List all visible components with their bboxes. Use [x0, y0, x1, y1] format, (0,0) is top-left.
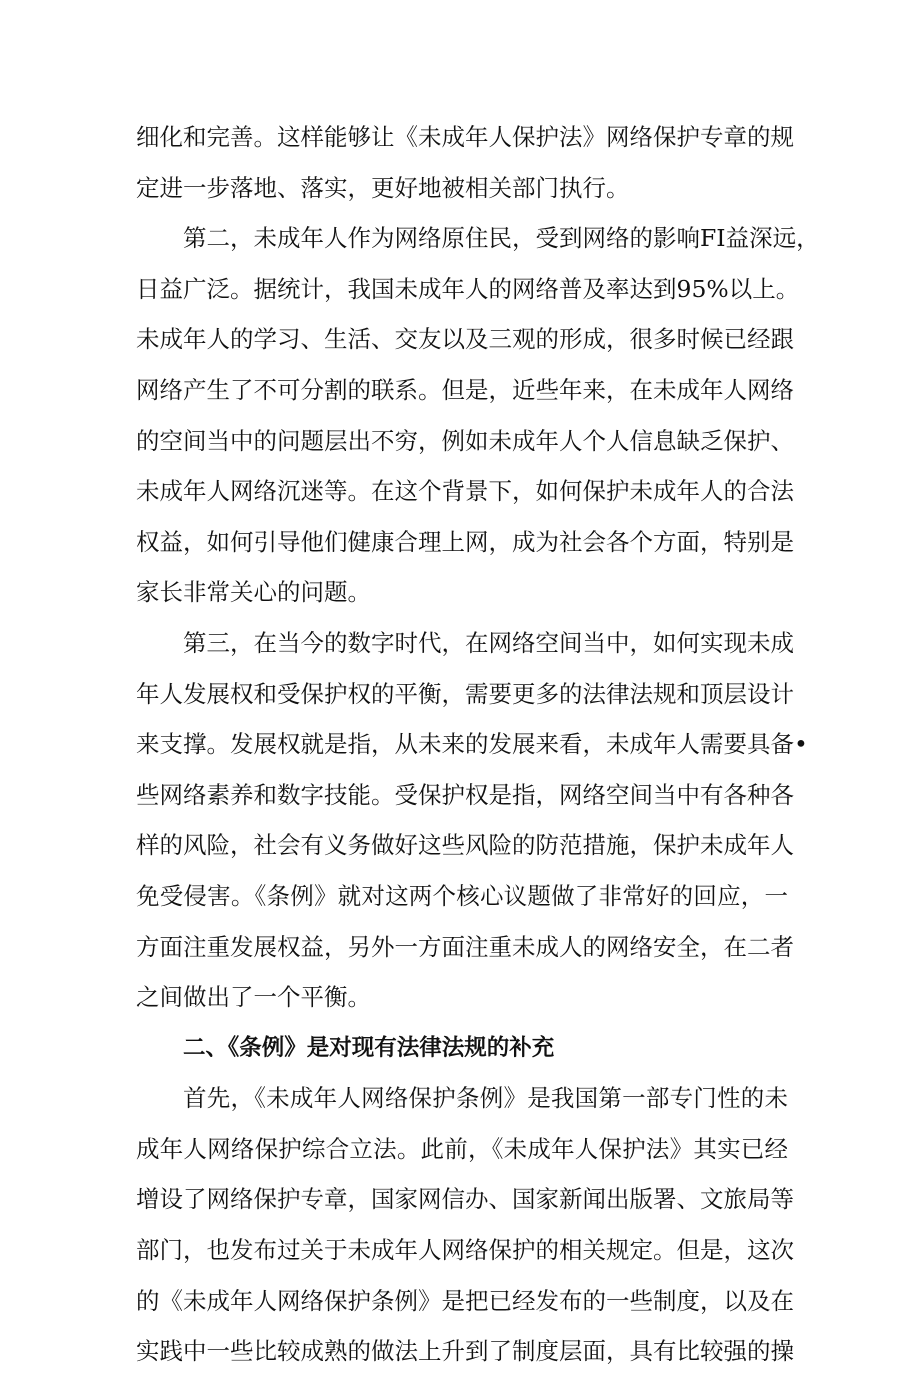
paragraph-line: 实践中一些比较成熟的做法上升到了制度层面，具有比较强的操	[136, 1337, 794, 1366]
paragraph-line: 之间做出了一个平衡。	[136, 983, 371, 1012]
document-body	[136, 112, 820, 1377]
paragraph-line: 的《未成年人网络保护条例》是把已经发布的一些制度，以及在	[136, 1286, 794, 1315]
paragraph-line: 方面注重发展权益，另外一方面注重未成人的网络安全，在二者	[136, 932, 794, 961]
paragraph-line: 增设了网络保护专章，国家网信办、国家新闻出版署、文旅局等	[136, 1185, 794, 1214]
paragraph-line: 未成年人的学习、生活、交友以及三观的形成，很多时候已经跟	[136, 325, 794, 354]
paragraph-line: 免受侵害。《条例》就对这两个核心议题做了非常好的回应，一	[136, 881, 788, 910]
paragraph-line: 第二，未成年人作为网络原住民，受到网络的影响FI益深远，	[183, 224, 820, 253]
paragraph-line: 来支撑。发展权就是指，从未来的发展来看，未成年人需要具备•	[136, 730, 808, 759]
paragraph-line: 第三，在当今的数字时代，在网络空间当中，如何实现未成	[183, 628, 794, 657]
paragraph-line: 未成年人网络沉迷等。在这个背景下，如何保护未成年人的合法	[136, 477, 794, 506]
paragraph-line: 网络产生了不可分割的联系。但是，近些年来，在未成年人网络	[136, 375, 794, 404]
paragraph-line: 些网络素养和数字技能。受保护权是指，网络空间当中有各种各	[136, 780, 794, 809]
paragraph-line: 年人发展权和受保护权的平衡，需要更多的法律法规和顶层设计	[136, 679, 794, 708]
paragraph-line: 成年人网络保护综合立法。此前，《未成年人保护法》其实已经	[136, 1134, 788, 1163]
paragraph-line: 家长非常关心的问题。	[136, 578, 371, 607]
paragraph-line: 部门，也发布过关于未成年人网络保护的相关规定。但是，这次	[136, 1236, 794, 1265]
paragraph-line: 日益广泛。据统计，我国未成年人的网络普及率达到95%以上。	[136, 274, 800, 303]
paragraph-line: 定进一步落地、落实，更好地被相关部门执行。	[136, 173, 630, 202]
paragraph-line: 权益，如何引导他们健康合理上网，成为社会各个方面，特别是	[136, 527, 794, 556]
paragraph-line: 首先，《未成年人网络保护条例》是我国第一部专门性的未	[183, 1084, 788, 1113]
paragraph-line: 的空间当中的问题层出不穷，例如未成年人个人信息缺乏保护、	[136, 426, 794, 455]
section-heading: 二、《条例》是对现有法律法规的补充	[183, 1034, 555, 1061]
paragraph-line: 样的风险，社会有义务做好这些风险的防范措施，保护未成年人	[136, 831, 794, 860]
paragraph-line: 细化和完善。这样能够让《未成年人保护法》网络保护专章的规	[136, 123, 794, 151]
